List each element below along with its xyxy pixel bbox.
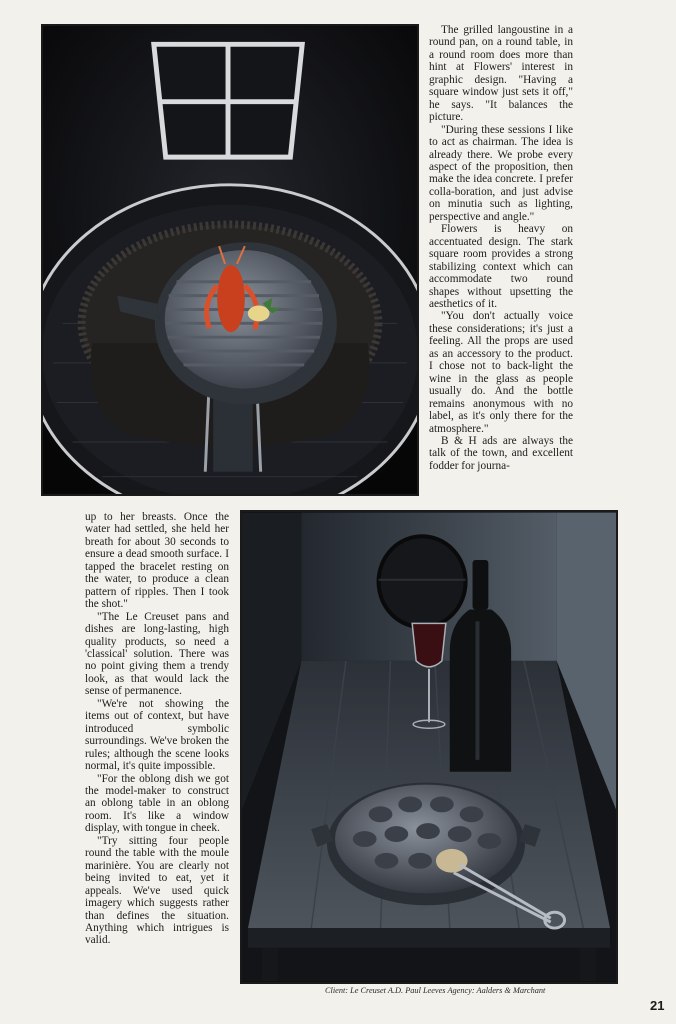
- window-frame: [154, 44, 302, 157]
- paragraph: "During these sessions I like to act as chairman. The idea is already there. We probe every aspect of the proposition, then make the idea concrete. I prefer colla-boration, and just advise on minutia such as lighting, perspective and angle.": [429, 123, 573, 223]
- paragraph: The grilled langoustine in a round pan, on a round table, in a round room does more than hint at Flowers' interest in graphic design. "Having a square window just sets it off," he says. "It balances the picture.: [429, 24, 573, 124]
- paragraph: "The Le Creuset pans and dishes are long-lasting, high quality products, so need a 'classical' solution. There was no point giving them a trendy look, as that would lack the sense of permanence.: [85, 610, 229, 698]
- escargot-dish-photo-illustration: [242, 512, 616, 982]
- article-column-left: [85, 511, 229, 947]
- paragraph: "Try sitting four people round the table with the moule marinière. You are clearly not being invited to eat, yet it appeals. We've used quick imagery which suggests rather than defines the situation. Anything which intrigues is valid.: [85, 834, 229, 947]
- photo-caption: Client: Le Creuset A.D. Paul Leeves Agency: Aalders & Marchant: [325, 986, 546, 995]
- paragraph: "For the oblong dish we got the model-maker to construct an oblong table in an oblong room. It's like a window display, with tongue in cheek.: [85, 772, 229, 835]
- paragraph: up to her breasts. Once the water had settled, she held her breath for about 30 seconds to ensure a dead smooth surface. I tapped the bracelet resting on the water, to produce a clean pattern of ripples. Then I took the shot.": [85, 511, 229, 611]
- article-column-right: [429, 24, 573, 472]
- paragraph: B & H ads are always the talk of the town, and excellent fodder for journa-: [429, 434, 573, 472]
- escargot-dish-photo: [240, 510, 618, 984]
- page-number: 21: [650, 998, 665, 1013]
- paragraph: "You don't actually voice these considerations; it's just a feeling. All the props are used as an accessory to the product. I chose not to back-light the wine in the glass as people usually do. And the bottle remains anonymous with no label, as it's only there for the atmosphere.": [429, 310, 573, 435]
- paragraph: Flowers is heavy on accentuated design. The stark square room provides a strong stabilizing context which can accommodate two round shapes without upsetting the aesthetics of it.: [429, 223, 573, 310]
- langoustine-photo-illustration: [43, 26, 417, 494]
- langoustine-photo: [41, 24, 419, 496]
- paragraph: "We're not showing the items out of context, but have introduced symbolic surroundings. We've broken the rules; although the scene looks normal, it's quite impossible.: [85, 697, 229, 773]
